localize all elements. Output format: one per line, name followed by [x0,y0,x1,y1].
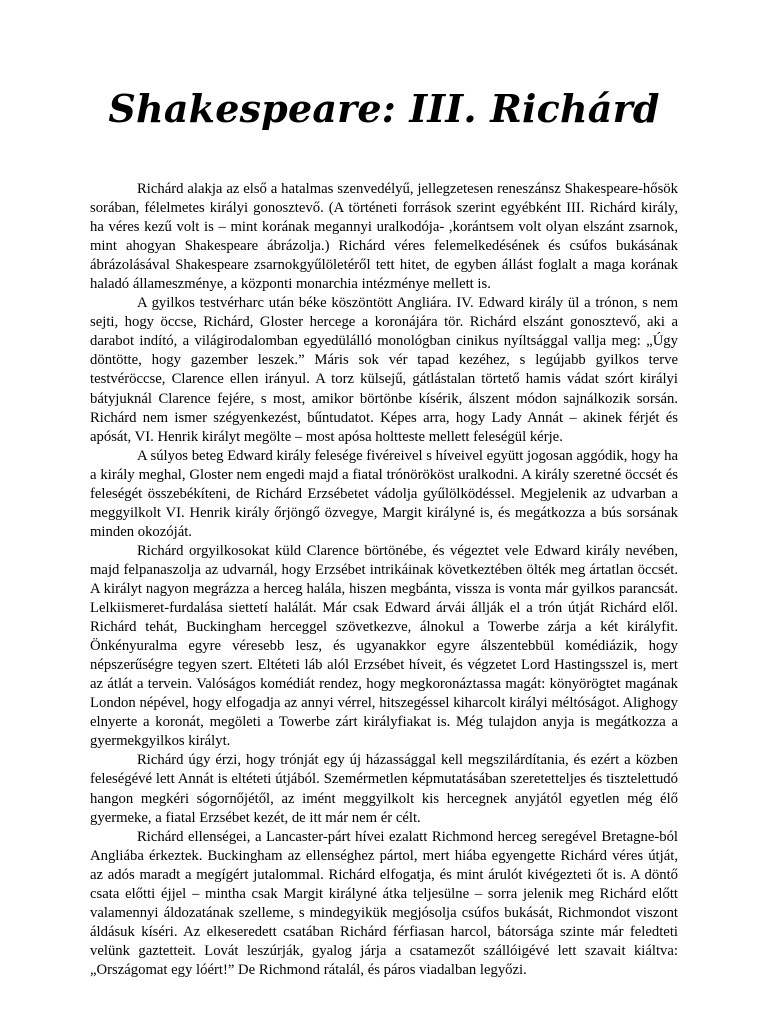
document-title: Shakespeare: III. Richárd [108,86,660,131]
paragraph-6: Richárd ellenségei, a Lancaster-párt hívei ezalatt Richmond herceg seregével Bretagne-ból Angliába érkeztek. Buckingham az ellenséghez pártol, mert hiába egyengette Richárd véres útját, az adós maradt a megígért jutalommal. Richárd elfogatja, és mint árulót kivégezteti őt is. A döntő csata előtti éjjel – mintha csak Margit királyné átka teljesülne – sorra jelenik meg Richárd előtt valamennyi áldozatának szelleme, s mindegyikük megjósolja csúfos bukását, Richmondot viszont áldásuk kíséri. Az elkeseredett csatában Richárd férfiasan harcol, bátorsága szinte már feledteti velünk gaztetteit. Lovát leszúrják, gyalog járja a csatamezőt szállóigévé lett szavait kiáltva: „Országomat egy lóért!” De Richmond rátalál, és páros viadalban legyőzi. [90,828,678,978]
paragraph-2: A gyilkos testvérharc után béke köszöntött Angliára. IV. Edward király ül a trónon, s nem sejti, hogy öccse, Richárd, Gloster hercege a koronájára tör. Richárd elszánt gonosztevő, aki a darabot indító, a világirodalomban egyedülálló monológban cinikus nyíltsággal vallja meg: „Úgy döntötte, hogy gazember leszek.” Máris sok vér tapad kezéhez, s legújabb gyilkos terve testvéröccse, Clarence ellen irányul. A torz külsejű, gátlástalan törtető hamis vádat szórt királyi bátyjuknál Clarence fejére, s most, amikor börtönbe kísérik, álszent módon sajnálkozik sorsán. Richárd nem ismer szégyenkezést, bűntudatot. Képes arra, hogy Lady Annát – akinek férjét és apósát, VI. Henrik királyt megölte – most apósa holtteste mellett feleségül kérje. [90,295,678,445]
paragraph-3: A súlyos beteg Edward király felesége fivéreivel s híveivel együtt jogosan aggódik, hogy ha a király meghal, Gloster nem engedi majd a fiatal trónörököst uralkodni. A király szeretné öccsét és feleségét összebékíteni, de Richárd Erzsébetet vádolja gyűlölködéssel. Megjelenik az udvarban a meggyilkolt VI. Henrik király őrjöngő özvegye, Margit királyné is, és megátkozza a bús sorsának minden okozóját. [90,447,678,540]
paragraph-5: Richárd úgy érzi, hogy trónját egy új házassággal kell megszilárdítania, és ezért a közben feleségévé lett Annát is eltéteti útjából. Szemérmetlen képmutatásában szeretetteljes és tisztelettudó hangon megkéri sógornőjétől, az imént meggyilkolt kis hercegnek anyjától egyetlen még élő gyermeke, a fiatal Erzsébet kezét, de itt már nem ér célt. [90,752,678,826]
document-body [90,180,678,980]
paragraph-1: Richárd alakja az első a hatalmas szenvedélyű, jellegzetesen reneszánsz Shakespeare-hősök sorában, félelmetes királyi gonosztevő. (A történeti források szerint egyébként III. Richárd király, ha véres kezű volt is – mint korának megannyi uralkodója- ,korántsem volt olyan elszánt zsarnok, mint ahogyan Shakespeare ábrázolja.) Richárd véres felemelkedésének és csúfos bukásának ábrázolásával Shakespeare zsarnokgyűlöletéről tett hitet, de egyben állást foglalt a maga korának haladó állameszménye, a központi monarchia intézménye mellett is. [90,181,678,293]
paragraph-4: Richárd orgyilkosokat küld Clarence börtönébe, és végeztet vele Edward király nevében, majd felpanaszolja az udvarnál, hogy Erzsébet intrikáinak következtében ölték meg ártatlan öccsét. A királyt nagyon megrázza a herceg halála, hiszen megbánta, vissza is vonta már gyilkos parancsát. Lelkiismeret-furdalása siettetí halálát. Már csak Edward árvái állják el a trón útját Richárd elől. Richárd tehát, Buckingham herceggel szövetkezve, álnokul a Towerbe zárja a két királyfit. Önkényuralma egyre véresebb lesz, és ugyanakkor egyre álszentebbül komédiázik, hogy népszerűségre tegyen szert. Eltéteti láb alól Erzsébet híveit, és végzetet Lord Hastingsszel is, mert az átlát a tervein. Valóságos komédiát rendez, hogy megkoronáztassa magát: könyörögtet magának London népével, hogy elfogadja az annyi vérrel, hitszegéssel kiharcolt királyi méltóságot. Alighogy elnyerte a koronát, megöleti a Towerbe zárt királyfiakat is. Még tulajdon anyja is megátkozza a gyermekgyilkos királyt. [90,542,678,750]
